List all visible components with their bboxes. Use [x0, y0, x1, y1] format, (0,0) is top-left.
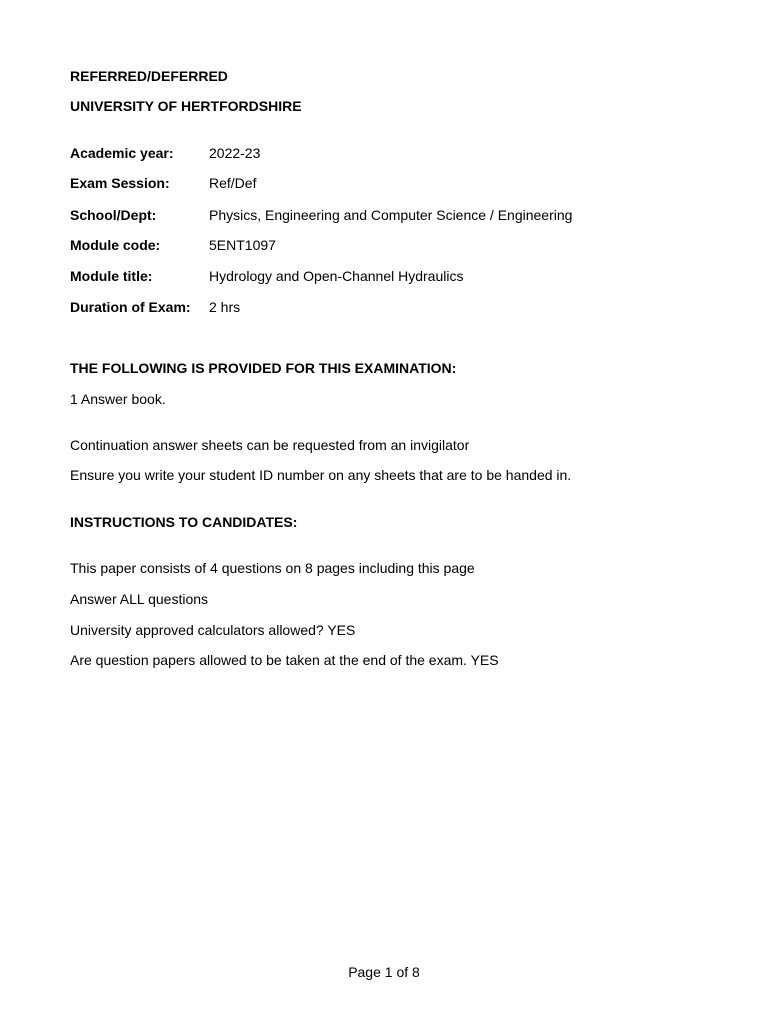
provided-heading: THE FOLLOWING IS PROVIDED FOR THIS EXAMINATION:: [70, 360, 457, 376]
instructions-heading: INSTRUCTIONS TO CANDIDATES:: [70, 514, 298, 530]
exam-session-value: Ref/Def: [209, 175, 257, 191]
provided-student-id-note: Ensure you write your student ID number on any sheets that are to be handed in.: [70, 467, 572, 483]
provided-answer-book: 1 Answer book.: [70, 391, 166, 407]
instruction-answer-all: Answer ALL questions: [70, 591, 209, 607]
exam-type-heading: REFERRED/DEFERRED: [70, 68, 228, 84]
academic-year-value: 2022-23: [209, 145, 261, 161]
academic-year-label: Academic year:: [70, 145, 174, 161]
module-title-value: Hydrology and Open-Channel Hydraulics: [209, 268, 464, 284]
module-code-value: 5ENT1097: [209, 237, 276, 253]
page-number: Page 1 of 8: [348, 964, 420, 980]
module-title-label: Module title:: [70, 268, 153, 284]
duration-value: 2 hrs: [209, 299, 241, 315]
duration-label: Duration of Exam:: [70, 299, 191, 315]
module-code-label: Module code:: [70, 237, 161, 253]
school-dept-value: Physics, Engineering and Computer Science / Engineering: [209, 207, 573, 223]
instruction-calculators: University approved calculators allowed? YES: [70, 622, 356, 638]
instruction-question-papers: Are question papers allowed to be taken at the end of the exam. YES: [70, 652, 499, 668]
provided-continuation-sheets: Continuation answer sheets can be requested from an invigilator: [70, 437, 470, 453]
exam-session-label: Exam Session:: [70, 175, 170, 191]
instruction-paper-length: This paper consists of 4 questions on 8 pages including this page: [70, 560, 475, 576]
university-name: UNIVERSITY OF HERTFORDSHIRE: [70, 98, 302, 114]
school-dept-label: School/Dept:: [70, 207, 157, 223]
